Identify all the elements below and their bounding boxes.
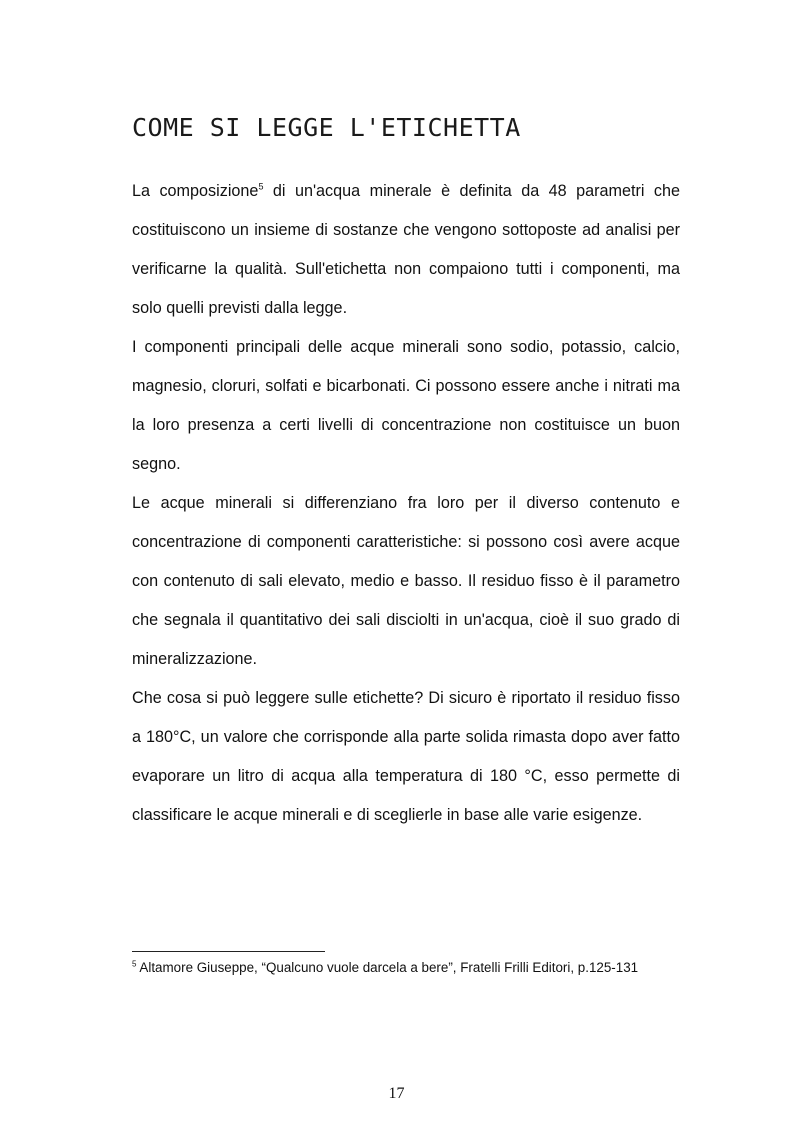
paragraph-1-rest: di un'acqua minerale è definita da 48 parametri che costituiscono un insieme di sostanze che vengono sottoposte ad analisi per verificarne la qualità. Sull'etichetta non compaiono tutti i componenti, ma solo quelli previsti dalla legge.	[132, 182, 680, 317]
page-title: COME SI LEGGE L'ETICHETTA	[132, 113, 521, 142]
page-number: 17	[388, 1085, 405, 1102]
paragraph-3: Le acque minerali si differenziano fra loro per il diverso contenuto e concentrazione di componenti caratteristiche: si possono così avere acque con contenuto di sali elevato, medio e basso. Il residuo fisso è il parametro che segnala il quantitativo dei sali disciolti in un'acqua, cioè il suo grado di mineralizzazione.	[132, 494, 680, 668]
paragraph-4: Che cosa si può leggere sulle etichette? Di sicuro è riportato il residuo fisso a 180°C, un valore che corrisponde alla parte solida rimasta dopo aver fatto evaporare un litro di acqua alla temperatura di 180 °C, esso permette di classificare le acque minerali e di sceglierle in base alle varie esigenze.	[132, 689, 680, 824]
footnote-number: 5	[132, 959, 137, 969]
footnote	[132, 958, 662, 977]
footnote-divider	[132, 951, 325, 952]
paragraph-1-start: La composizione	[132, 182, 259, 200]
footnote-reference[interactable]: 5	[258, 181, 264, 192]
paragraph-2: I componenti principali delle acque minerali sono sodio, potassio, calcio, magnesio, cloruri, solfati e bicarbonati. Ci possono essere anche i nitrati ma la loro presenza a certi livelli di concentrazione non costituisce un buon segno.	[132, 338, 680, 473]
body-text	[132, 172, 680, 835]
paragraph-1	[132, 172, 680, 328]
footnote-text: Altamore Giuseppe, “Qualcuno vuole darcela a bere”, Fratelli Frilli Editori, p.125-131	[136, 960, 639, 975]
